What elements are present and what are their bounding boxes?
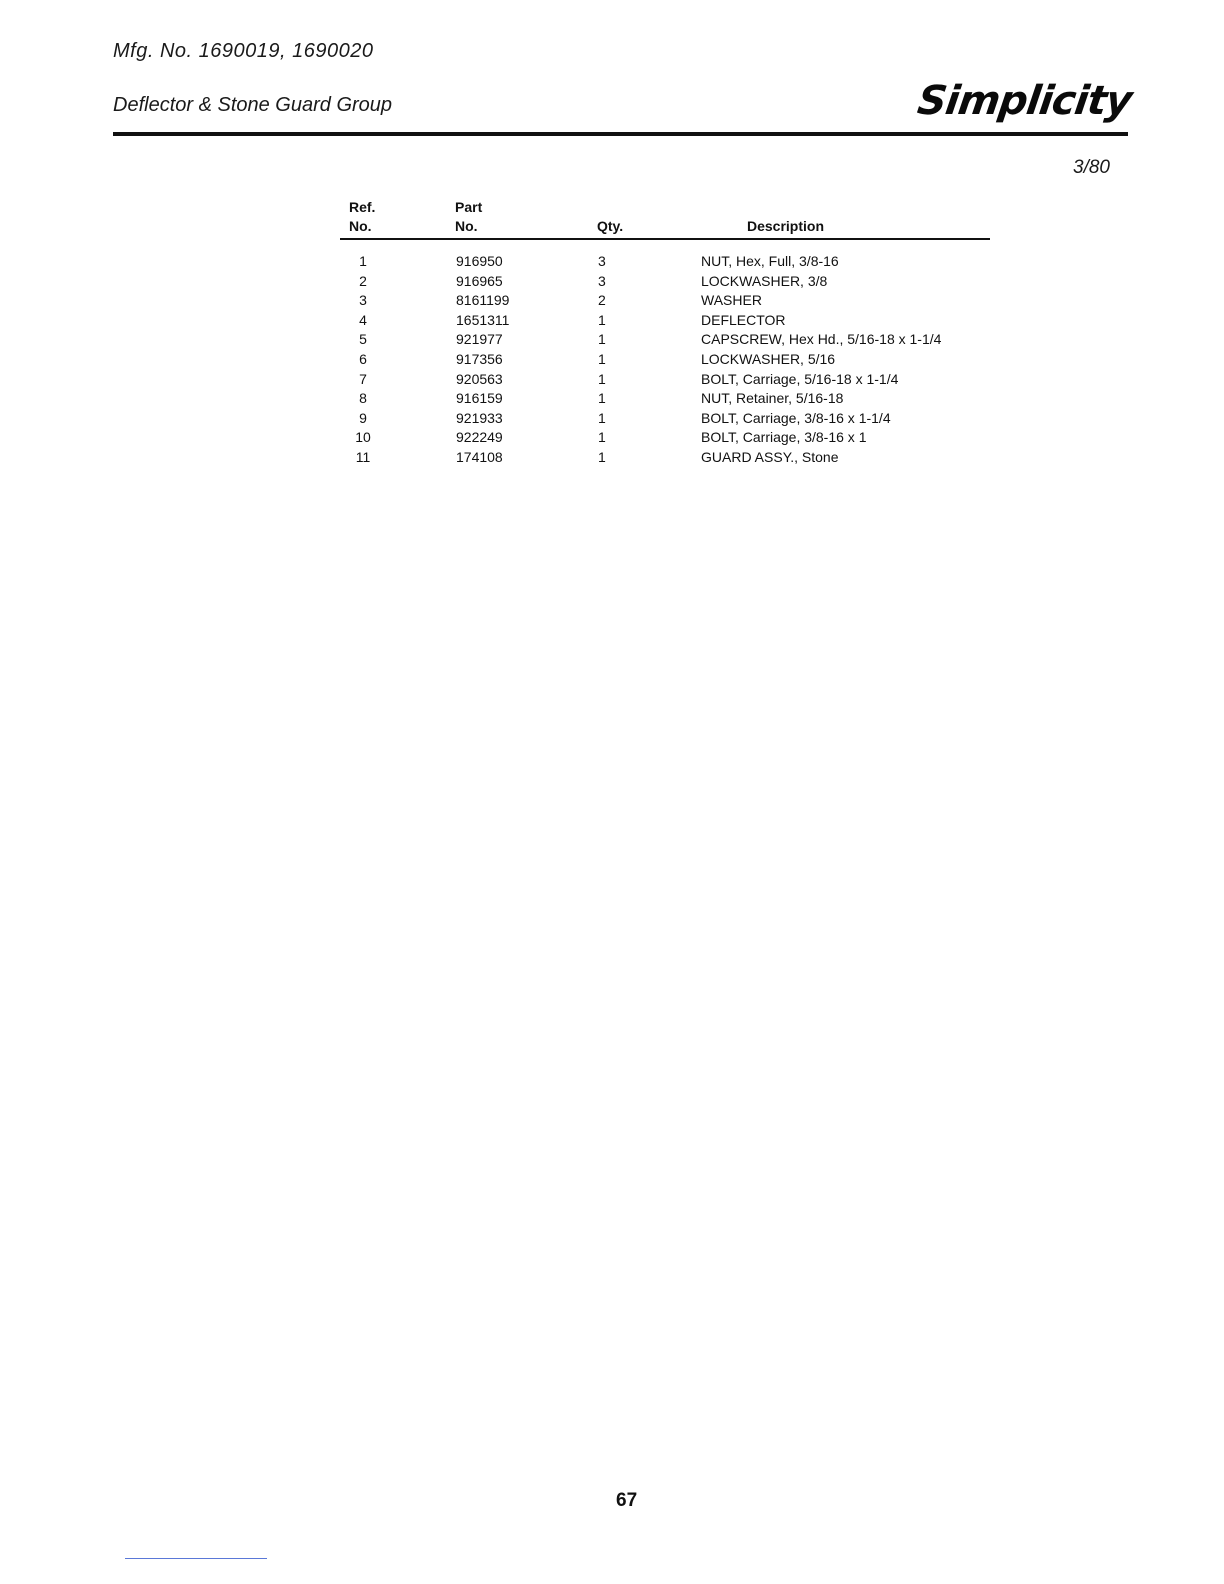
table-body: [340, 252, 990, 468]
ref-cell: 2: [359, 272, 367, 289]
description-cell: LOCKWASHER, 3/8: [701, 272, 828, 289]
qty-cell: 3: [598, 272, 606, 289]
part-cell: 174108: [456, 448, 503, 465]
revision-date: 3/80: [1073, 157, 1110, 178]
description-cell: CAPSCREW, Hex Hd., 5/16-18 x 1-1/4: [701, 331, 942, 348]
table-row: [340, 370, 990, 390]
qty-cell: 1: [598, 390, 606, 407]
ref-cell: 9: [359, 409, 367, 426]
description-header: Description: [747, 218, 825, 234]
table-header: [340, 196, 990, 240]
part-cell: 922249: [456, 429, 503, 446]
mfg-number: Mfg. No. 1690019, 1690020: [113, 40, 374, 62]
part-cell: 921977: [456, 331, 503, 348]
table-row: [340, 252, 990, 272]
table-row: [340, 389, 990, 409]
ref-cell: 5: [359, 331, 367, 348]
part-header-line2: No.: [455, 218, 478, 234]
parts-table: [340, 196, 990, 468]
ref-cell: 6: [359, 350, 367, 367]
ref-cell: 11: [355, 448, 371, 465]
qty-cell: 1: [598, 448, 606, 465]
description-cell: GUARD ASSY., Stone: [701, 448, 839, 465]
qty-cell: 1: [598, 409, 606, 426]
ref-cell: 3: [359, 292, 367, 309]
header-divider: [113, 132, 1128, 136]
description-cell: NUT, Retainer, 5/16-18: [701, 390, 844, 407]
qty-cell: 1: [598, 370, 606, 387]
ref-no-header: [349, 198, 375, 236]
part-cell: 917356: [456, 350, 503, 367]
page-number: 67: [616, 1490, 638, 1511]
part-cell: 920563: [456, 370, 503, 387]
ref-header-line2: No.: [349, 218, 372, 234]
ref-header-line1: Ref.: [349, 199, 376, 215]
footer-divider: [125, 1558, 267, 1559]
part-header-line1: Part: [455, 199, 483, 215]
table-row: [340, 409, 990, 429]
table-row: [340, 272, 990, 292]
part-no-header: [455, 198, 482, 236]
qty-cell: 1: [598, 311, 606, 328]
part-cell: 1651311: [456, 311, 510, 328]
qty-cell: 3: [598, 253, 606, 269]
group-title: Deflector & Stone Guard Group: [113, 94, 393, 116]
description-cell: BOLT, Carriage, 3/8-16 x 1: [701, 429, 867, 446]
qty-cell: 1: [598, 350, 606, 367]
ref-cell: 8: [359, 390, 367, 407]
description-cell: BOLT, Carriage, 5/16-18 x 1-1/4: [701, 370, 899, 387]
table-row: [340, 291, 990, 311]
part-cell: 916965: [456, 272, 503, 289]
part-cell: 921933: [456, 409, 503, 426]
description-cell: DEFLECTOR: [701, 311, 786, 328]
table-row: [340, 330, 990, 350]
ref-cell: 1: [359, 253, 367, 269]
part-cell: 8161199: [456, 292, 510, 309]
table-row: [340, 350, 990, 370]
ref-cell: 7: [359, 370, 367, 387]
part-cell: 916159: [456, 390, 503, 407]
table-row: [340, 311, 990, 331]
part-cell: 916950: [456, 253, 503, 269]
qty-cell: 1: [598, 331, 606, 348]
ref-cell: 4: [359, 311, 367, 328]
header-rule: [340, 238, 990, 240]
table-row: [340, 448, 990, 468]
description-cell: LOCKWASHER, 5/16: [701, 350, 836, 367]
brand-logo: Simplicity: [914, 78, 1135, 124]
qty-cell: 1: [598, 429, 606, 446]
ref-cell: 10: [355, 429, 371, 446]
qty-cell: 2: [598, 292, 606, 309]
description-cell: WASHER: [701, 292, 762, 309]
description-cell: NUT, Hex, Full, 3/8-16: [701, 253, 839, 269]
description-cell: BOLT, Carriage, 3/8-16 x 1-1/4: [701, 409, 891, 426]
qty-header: Qty.: [597, 218, 624, 234]
table-row: [340, 428, 990, 448]
